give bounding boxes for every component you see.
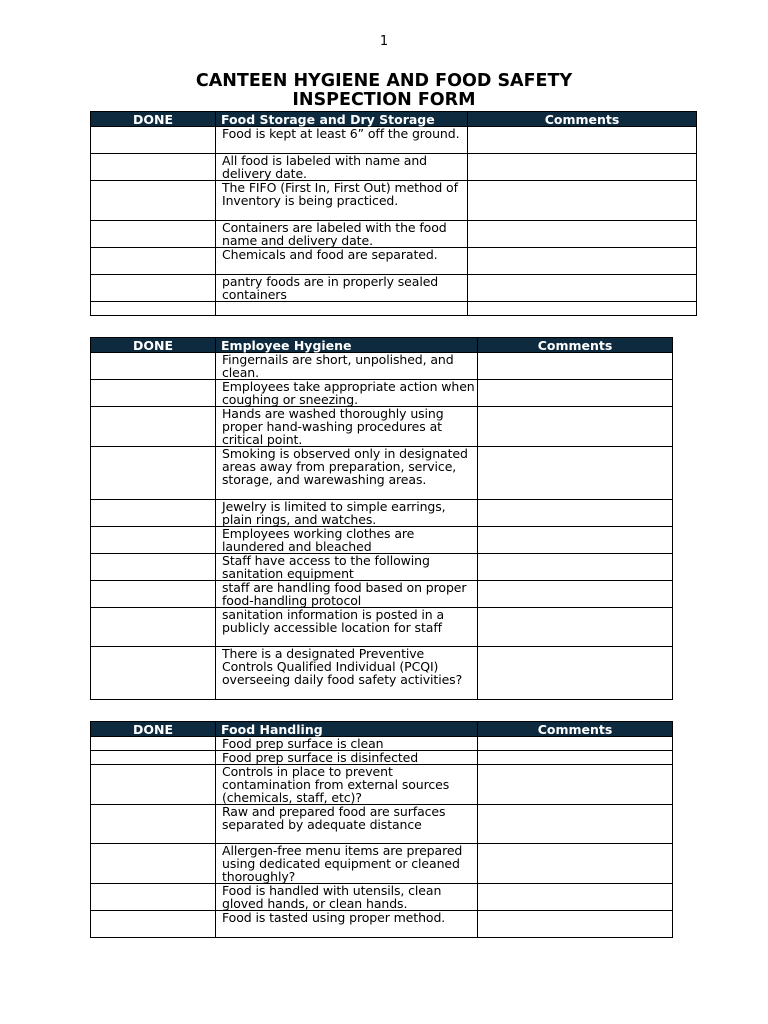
done-cell[interactable] — [91, 127, 216, 154]
done-cell[interactable] — [91, 527, 216, 554]
comments-cell[interactable] — [478, 500, 673, 527]
done-cell[interactable] — [91, 737, 216, 751]
food-handling-table — [90, 721, 673, 938]
done-cell[interactable] — [91, 884, 216, 911]
table-row — [91, 554, 673, 581]
done-cell[interactable] — [91, 647, 216, 700]
done-cell[interactable] — [91, 221, 216, 248]
section-title: Employee Hygiene — [216, 338, 478, 353]
comments-cell[interactable] — [478, 884, 673, 911]
checklist-item: Fingernails are short, unpolished, and clean. — [216, 353, 478, 380]
table-row — [91, 751, 673, 765]
done-cell[interactable] — [91, 554, 216, 581]
table-row — [91, 380, 673, 407]
done-column-header: DONE — [91, 338, 216, 353]
checklist-item: pantry foods are in properly sealed containers — [216, 275, 468, 302]
checklist-item: Food is kept at least 6” off the ground. — [216, 127, 468, 154]
table-row — [91, 844, 673, 884]
done-cell[interactable] — [91, 353, 216, 380]
checklist-item: All food is labeled with name and delivery date. — [216, 154, 468, 181]
table-row — [91, 275, 697, 302]
comments-column-header: Comments — [478, 722, 673, 737]
done-cell[interactable] — [91, 447, 216, 500]
comments-cell[interactable] — [468, 127, 697, 154]
checklist-item: Food is handled with utensils, clean gloved hands, or clean hands. — [216, 884, 478, 911]
checklist-item: Staff have access to the following sanitation equipment — [216, 554, 478, 581]
done-column-header: DONE — [91, 722, 216, 737]
checklist-item: The FIFO (First In, First Out) method of Inventory is being practiced. — [216, 181, 468, 221]
comments-cell[interactable] — [478, 554, 673, 581]
checklist-item: Employees take appropriate action when coughing or sneezing. — [216, 380, 478, 407]
page-number: 1 — [379, 34, 389, 49]
table-row — [91, 911, 673, 938]
table-row — [91, 248, 697, 275]
section-title: Food Storage and Dry Storage — [216, 112, 468, 127]
checklist-item: Controls in place to prevent contamination from external sources (chemicals, staff, etc)? — [216, 765, 478, 805]
checklist-item: Food prep surface is disinfected — [216, 751, 478, 765]
employee-hygiene-table — [90, 337, 673, 700]
table-row — [91, 884, 673, 911]
table-header-row — [91, 722, 673, 737]
checklist-item: Hands are washed thoroughly using proper hand-washing procedures at critical point. — [216, 407, 478, 447]
checklist-item: Chemicals and food are separated. — [216, 248, 468, 275]
checklist-item: staff are handling food based on proper food-handling protocol — [216, 581, 478, 608]
checklist-item: Food is tasted using proper method. — [216, 911, 478, 938]
done-cell[interactable] — [91, 911, 216, 938]
table-row — [91, 737, 673, 751]
done-cell[interactable] — [91, 181, 216, 221]
checklist-item: sanitation information is posted in a publicly accessible location for staff — [216, 608, 478, 647]
comments-column-header: Comments — [468, 112, 697, 127]
done-cell[interactable] — [91, 154, 216, 181]
checklist-item: Containers are labeled with the food name and delivery date. — [216, 221, 468, 248]
table-row — [91, 154, 697, 181]
comments-cell[interactable] — [478, 380, 673, 407]
checklist-item: Employees working clothes are laundered and bleached — [216, 527, 478, 554]
table-row — [91, 527, 673, 554]
done-column-header: DONE — [91, 112, 216, 127]
comments-cell[interactable] — [478, 805, 673, 844]
table-row — [91, 447, 673, 500]
done-cell[interactable] — [91, 751, 216, 765]
comments-cell[interactable] — [468, 275, 697, 302]
done-cell[interactable] — [91, 844, 216, 884]
comments-cell[interactable] — [478, 844, 673, 884]
checklist-item: Allergen-free menu items are prepared using dedicated equipment or cleaned thoroughly? — [216, 844, 478, 884]
comments-cell[interactable] — [478, 751, 673, 765]
comments-cell[interactable] — [468, 181, 697, 221]
done-cell[interactable] — [91, 380, 216, 407]
checklist-item: Jewelry is limited to simple earrings, plain rings, and watches. — [216, 500, 478, 527]
done-cell[interactable] — [91, 275, 216, 302]
table-row — [91, 221, 697, 248]
comments-cell[interactable] — [478, 407, 673, 447]
comments-cell[interactable] — [478, 647, 673, 700]
comments-cell[interactable] — [478, 765, 673, 805]
table-row — [91, 647, 673, 700]
done-cell[interactable] — [91, 302, 216, 316]
done-cell[interactable] — [91, 581, 216, 608]
comments-cell[interactable] — [478, 608, 673, 647]
comments-cell[interactable] — [478, 447, 673, 500]
checklist-item: Smoking is observed only in designated areas away from preparation, service, storage, and warewashing areas. — [216, 447, 478, 500]
comments-cell[interactable] — [468, 154, 697, 181]
done-cell[interactable] — [91, 805, 216, 844]
comments-cell[interactable] — [468, 248, 697, 275]
page-title — [0, 72, 768, 110]
table-row — [91, 302, 697, 316]
table-header-row — [91, 112, 697, 127]
comments-cell[interactable] — [478, 581, 673, 608]
comments-cell[interactable] — [468, 221, 697, 248]
page-title-line-2: INSPECTION FORM — [292, 90, 476, 110]
page-title-line-1: CANTEEN HYGIENE AND FOOD SAFETY — [195, 71, 573, 91]
section-title: Food Handling — [216, 722, 478, 737]
table-row — [91, 407, 673, 447]
comments-cell[interactable] — [468, 302, 697, 316]
checklist-item: Raw and prepared food are surfaces separated by adequate distance — [216, 805, 478, 844]
table-row — [91, 353, 673, 380]
comments-cell[interactable] — [478, 911, 673, 938]
done-cell[interactable] — [91, 608, 216, 647]
food-storage-table — [90, 111, 697, 316]
table-row — [91, 181, 697, 221]
comments-column-header: Comments — [478, 338, 673, 353]
done-cell[interactable] — [91, 500, 216, 527]
table-row — [91, 500, 673, 527]
checklist-item: Food prep surface is clean — [216, 737, 478, 751]
checklist-item — [216, 302, 468, 316]
comments-cell[interactable] — [478, 353, 673, 380]
comments-cell[interactable] — [478, 737, 673, 751]
done-cell[interactable] — [91, 765, 216, 805]
comments-cell[interactable] — [478, 527, 673, 554]
table-row — [91, 765, 673, 805]
table-header-row — [91, 338, 673, 353]
done-cell[interactable] — [91, 248, 216, 275]
table-row — [91, 608, 673, 647]
checklist-item: There is a designated Preventive Controls Qualified Individual (PCQI) overseeing daily food safety activities? — [216, 647, 478, 700]
table-row — [91, 127, 697, 154]
done-cell[interactable] — [91, 407, 216, 447]
table-row — [91, 805, 673, 844]
table-row — [91, 581, 673, 608]
